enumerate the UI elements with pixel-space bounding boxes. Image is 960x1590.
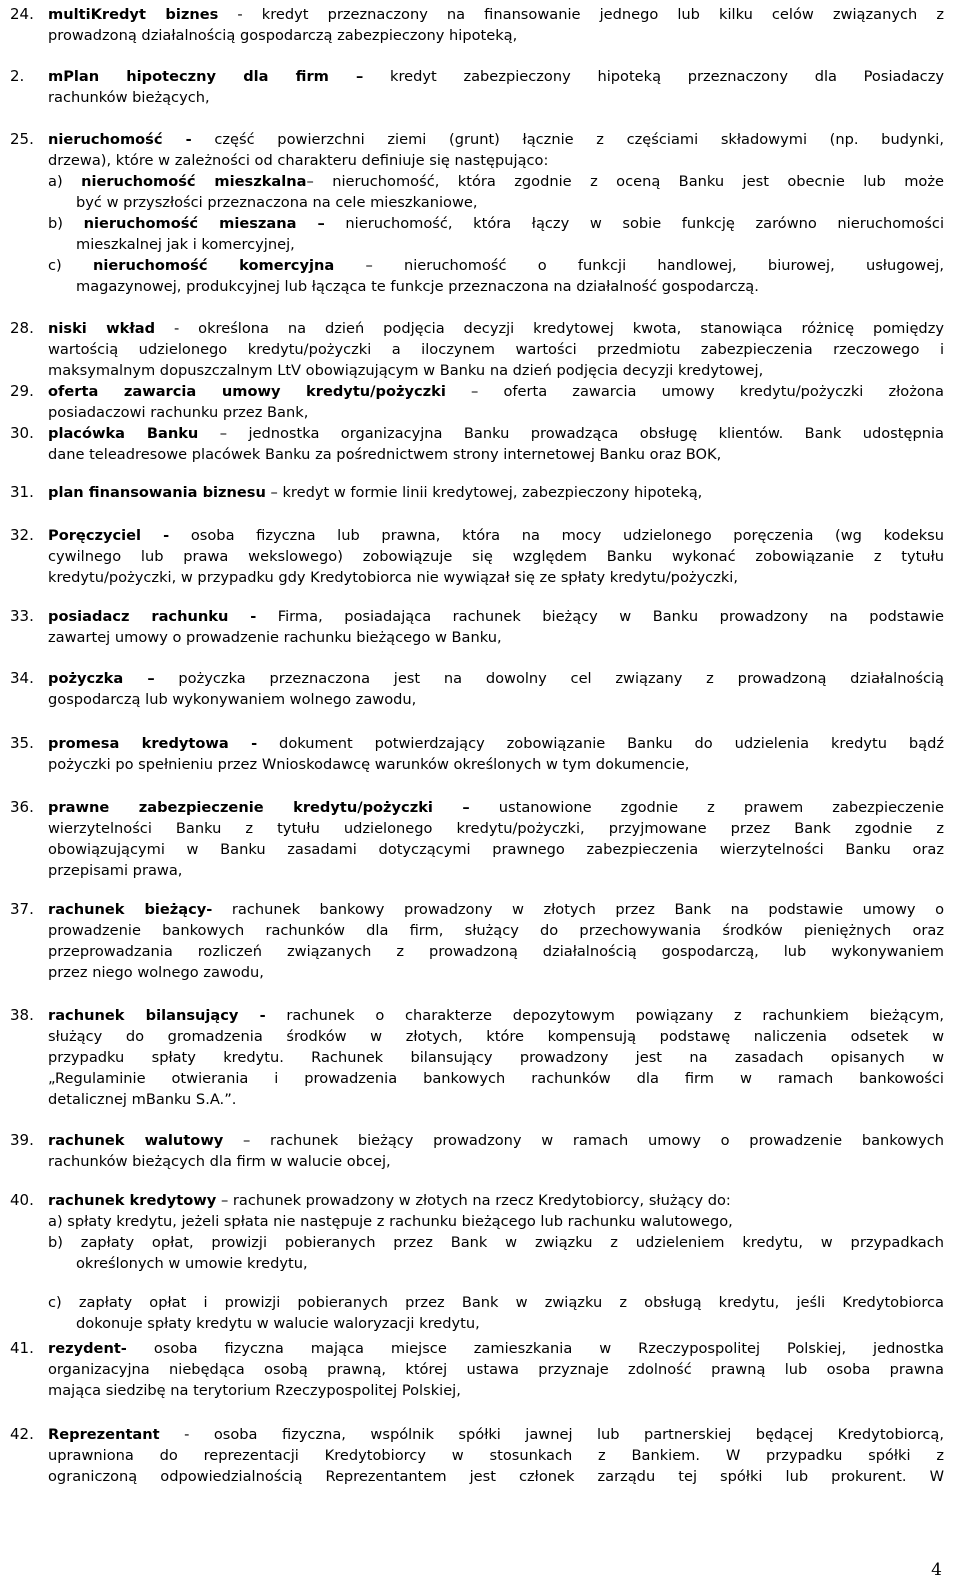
definition-text: - osoba fizyczna, wspólnik spółki jawnej lub partnerskiej będącej Kredytobiorcą,	[159, 1426, 944, 1443]
text-line	[48, 689, 944, 710]
entry-number: 35.	[10, 734, 34, 752]
definition-text: cywilnego lub prawa wekslowego) zobowiązuje się względem Banku wykonać zobowiązanie z tytułu	[48, 548, 944, 565]
text-line	[48, 150, 944, 171]
term-bold: pożyczka –	[48, 670, 155, 687]
definition-text: ograniczoną odpowiedzialnością Reprezentantem jest członek zarządu tej spółki lub prokurent. W	[48, 1468, 944, 1485]
entry-number: 32.	[10, 526, 34, 544]
entry-number: 31.	[10, 483, 34, 501]
definition-text: c) zapłaty opłat i prowizji pobieranych przez Bank w związku z obsługą kredytu, jeśli Kredytobiorca	[48, 1294, 944, 1311]
definition-text: maksymalnym dopuszczalnym LtV obowiązującym w Banku na dzień podjęcia decyzji kredytowej,	[48, 362, 764, 379]
text-line	[48, 797, 944, 818]
text-line	[48, 318, 944, 339]
definition-text: pożyczki po spełnieniu przez Wnioskodawcę warunków określonych w tym dokumencie,	[48, 756, 690, 773]
definition-text: - kredyt przeznaczony na finansowanie jednego lub kilku celów związanych z	[218, 6, 944, 23]
text-line	[48, 1292, 944, 1313]
text-line	[48, 839, 944, 860]
text-line	[48, 1047, 944, 1068]
text-line	[48, 754, 944, 775]
definition-text: – jednostka organizacyjna Banku prowadząca obsługę klientów. Bank udostępnia	[198, 425, 944, 442]
definition-text: mieszkalnej jak i komercyjnej,	[76, 236, 295, 253]
term-bold: Reprezentant	[48, 1426, 160, 1443]
definition-text: „Regulaminie otwierania i prowadzenia bankowych rachunków dla firm w ramach bankowości	[48, 1070, 944, 1087]
entry-number: 30.	[10, 424, 34, 442]
text-line	[76, 276, 944, 297]
definition-text: b)	[48, 215, 84, 232]
definition-text: a) spłaty kredytu, jeżeli spłata nie następuje z rachunku bieżącego lub rachunku walutowego,	[48, 1213, 733, 1230]
text-line	[48, 668, 944, 689]
entry-number: 41.	[10, 1339, 34, 1357]
term-bold: placówka Banku	[48, 425, 199, 442]
definition-text: Firma, posiadająca rachunek bieżący w Banku prowadzony na podstawie	[256, 608, 944, 625]
definition-text: gospodarczą lub wykonywaniem wolnego zawodu,	[48, 691, 417, 708]
definition-text: rachunków bieżących dla firm w walucie obcej,	[48, 1153, 391, 1170]
definition-text: przepisami prawa,	[48, 862, 183, 879]
term-bold: rachunek bieżący-	[48, 901, 213, 918]
text-line	[48, 1005, 944, 1026]
entry-number: 37.	[10, 900, 34, 918]
text-line	[48, 941, 944, 962]
text-line	[48, 1089, 944, 1110]
text-line	[48, 66, 944, 87]
definition-text: mająca siedzibę na terytorium Rzeczypospolitej Polskiej,	[48, 1382, 461, 1399]
definition-text: – nieruchomość, która zgodnie z oceną Banku jest obecnie lub może	[306, 173, 944, 190]
text-line	[48, 525, 944, 546]
definition-text: b) zapłaty opłat, prowizji pobieranych przez Bank w związku z udzieleniem kredytu, w przypadkach	[48, 1234, 944, 1251]
entry-number: 25.	[10, 130, 34, 148]
definition-text: kredyt zabezpieczony hipoteką przeznaczony dla Posiadaczy	[363, 68, 944, 85]
definition-text: rachunków bieżących,	[48, 89, 210, 106]
text-line	[48, 1211, 944, 1232]
text-line	[48, 818, 944, 839]
definition-text: pożyczka przeznaczona jest na dowolny cel związany z prowadzoną działalnością	[154, 670, 944, 687]
text-line	[48, 733, 944, 754]
term-bold: nieruchomość komercyjna	[92, 257, 335, 274]
text-line	[48, 1466, 944, 1487]
definition-text: wartością udzielonego kredytu/pożyczki a iloczynem wartości przedmiotu zabezpieczenia rzeczowego i	[48, 341, 944, 358]
term-bold: niski wkład	[48, 320, 156, 337]
definition-text: przeprowadzania rozliczeń związanych z prowadzoną działalnością gospodarczą, lub wykonywaniem	[48, 943, 944, 960]
text-line	[48, 87, 944, 108]
text-line	[48, 1445, 944, 1466]
term-bold: multiKredyt biznes	[48, 6, 219, 23]
text-line	[48, 444, 944, 465]
entry-number: 29.	[10, 382, 34, 400]
definition-text: dokument potwierdzający zobowiązanie Banku do udzielenia kredytu bądź	[257, 735, 944, 752]
text-line	[48, 920, 944, 941]
text-line	[48, 171, 944, 192]
term-bold: prawne zabezpieczenie kredytu/pożyczki –	[48, 799, 470, 816]
definition-text: uprawniona do reprezentacji Kredytobiorcy w stosunkach z Bankiem. W przypadku spółki z	[48, 1447, 944, 1464]
text-line	[76, 192, 944, 213]
text-line	[48, 1359, 944, 1380]
definition-text: rachunek o charakterze depozytowym powiązany z rachunkiem bieżącym,	[265, 1007, 944, 1024]
definition-text: część powierzchni ziemi (grunt) łącznie z częściami składowymi (np. budynki,	[191, 131, 944, 148]
text-line	[48, 129, 944, 150]
definition-text: przypadku spłaty kredytu. Rachunek bilansujący prowadzony jest na zasadach opisanych w	[48, 1049, 944, 1066]
definition-text: przez niego wolnego zawodu,	[48, 964, 264, 981]
definition-text: kredytu/pożyczki, w przypadku gdy Kredytobiorca nie wywiązał się ze spłaty kredytu/pożyczki,	[48, 569, 739, 586]
definition-text: ustanowione zgodnie z prawem zabezpieczenie	[469, 799, 944, 816]
definition-text: służący do gromadzenia środków w złotych, które kompensują podstawę naliczenia odsetek w	[48, 1028, 944, 1045]
definition-text: – oferta zawarcia umowy kredytu/pożyczki złożona	[445, 383, 944, 400]
entry-number: 38.	[10, 1006, 34, 1024]
entry-number: 34.	[10, 669, 34, 687]
text-line	[48, 1232, 944, 1253]
entry-number: 36.	[10, 798, 34, 816]
term-bold: rachunek kredytowy	[48, 1192, 217, 1209]
definition-text: wierzytelności Banku z tytułu udzielonego kredytu/pożyczki, przyjmowane przez Bank zgodnie z	[48, 820, 944, 837]
term-bold: rachunek bilansujący -	[48, 1007, 266, 1024]
text-line	[76, 1313, 944, 1334]
entry-number: 2.	[10, 67, 25, 85]
definition-text: magazynowej, produkcyjnej lub łącząca te funkcje przeznaczona na działalność gospodarczą.	[76, 278, 759, 295]
term-bold: mPlan hipoteczny dla firm –	[48, 68, 364, 85]
definition-text: nieruchomość, która łączy w sobie funkcję zarówno nieruchomości	[324, 215, 944, 232]
definition-text: dane teleadresowe placówek Banku za pośrednictwem strony internetowej Banku oraz BOK,	[48, 446, 722, 463]
text-line	[48, 962, 944, 983]
entry-number: 24.	[10, 5, 34, 23]
term-bold: Poręczyciel -	[48, 527, 170, 544]
entry-number: 40.	[10, 1191, 34, 1209]
entry-number: 33.	[10, 607, 34, 625]
entry-number: 42.	[10, 1425, 34, 1443]
text-line	[48, 213, 944, 234]
text-line	[48, 627, 944, 648]
definition-text: osoba fizyczna mająca miejsce zamieszkania w Rzeczypospolitej Polskiej, jednostka	[126, 1340, 944, 1357]
definition-text: - określona na dzień podjęcia decyzji kredytowej kwota, stanowiąca różnicę pomiędzy	[155, 320, 944, 337]
term-bold: oferta zawarcia umowy kredytu/pożyczki	[48, 383, 446, 400]
text-line	[48, 1151, 944, 1172]
term-bold: nieruchomość mieszana –	[83, 215, 325, 232]
text-line	[48, 25, 944, 46]
term-bold: posiadacz rachunku -	[48, 608, 257, 625]
text-line	[48, 360, 944, 381]
page-number: 4	[931, 1560, 942, 1580]
text-line	[48, 1380, 944, 1401]
text-line	[48, 1190, 944, 1211]
definition-text: – nieruchomość o funkcji handlowej, biurowej, usługowej,	[334, 257, 945, 274]
text-line	[48, 546, 944, 567]
definition-text: – rachunek prowadzony w złotych na rzecz Kredytobiorcy, służący do:	[216, 1192, 731, 1209]
text-line	[48, 860, 944, 881]
definition-text: rachunek bankowy prowadzony w złotych przez Bank na podstawie umowy o	[212, 901, 944, 918]
definition-text: prowadzoną działalnością gospodarczą zabezpieczony hipoteką,	[48, 27, 518, 44]
text-line	[48, 899, 944, 920]
term-bold: rezydent-	[48, 1340, 127, 1357]
entry-number: 28.	[10, 319, 34, 337]
definition-text: zawartej umowy o prowadzenie rachunku bieżącego w Banku,	[48, 629, 502, 646]
text-line	[48, 1068, 944, 1089]
entry-number: 39.	[10, 1131, 34, 1149]
definition-text: – rachunek bieżący prowadzony w ramach umowy o prowadzenie bankowych	[223, 1132, 944, 1149]
text-line	[48, 567, 944, 588]
text-line	[48, 1130, 944, 1151]
definition-text: określonych w umowie kredytu,	[76, 1255, 308, 1272]
definition-text: – kredyt w formie linii kredytowej, zabezpieczony hipoteką,	[265, 484, 703, 501]
text-line	[76, 234, 944, 255]
definition-text: drzewa), które w zależności od charakteru definiuje się następująco:	[48, 152, 549, 169]
text-line	[48, 606, 944, 627]
text-line	[48, 1424, 944, 1445]
term-bold: promesa kredytowa -	[48, 735, 258, 752]
definition-text: a)	[48, 173, 82, 190]
term-bold: nieruchomość mieszkalna	[81, 173, 307, 190]
text-line	[48, 381, 944, 402]
text-line	[76, 1253, 944, 1274]
term-bold: rachunek walutowy	[48, 1132, 224, 1149]
text-line	[48, 423, 944, 444]
text-line	[48, 402, 944, 423]
definition-text: detalicznej mBanku S.A.”.	[48, 1091, 237, 1108]
definition-text: prowadzenie bankowych rachunków dla firm, służący do przechowywania środków pieniężnych oraz	[48, 922, 944, 939]
term-bold: nieruchomość -	[48, 131, 192, 148]
definition-text: być w przyszłości przeznaczona na cele mieszkaniowe,	[76, 194, 478, 211]
text-line	[48, 482, 944, 503]
text-line	[48, 4, 944, 25]
definition-text: c)	[48, 257, 93, 274]
text-line	[48, 255, 944, 276]
definition-text: organizacyjna niebędąca osobą prawną, której ustawa przyznaje zdolność prawną lub osoba prawna	[48, 1361, 944, 1378]
text-line	[48, 1338, 944, 1359]
term-bold: plan finansowania biznesu	[48, 484, 266, 501]
text-line	[48, 1026, 944, 1047]
definition-text: dokonuje spłaty kredytu w walucie waloryzacji kredytu,	[76, 1315, 480, 1332]
text-line	[48, 339, 944, 360]
definition-text: obowiązującymi w Banku zasadami dotyczącymi prawnego zabezpieczenia wierzytelności Banku oraz	[48, 841, 944, 858]
definition-text: osoba fizyczna lub prawna, która na mocy udzielonego poręczenia (wg kodeksu	[169, 527, 944, 544]
definition-text: posiadaczowi rachunku przez Bank,	[48, 404, 309, 421]
